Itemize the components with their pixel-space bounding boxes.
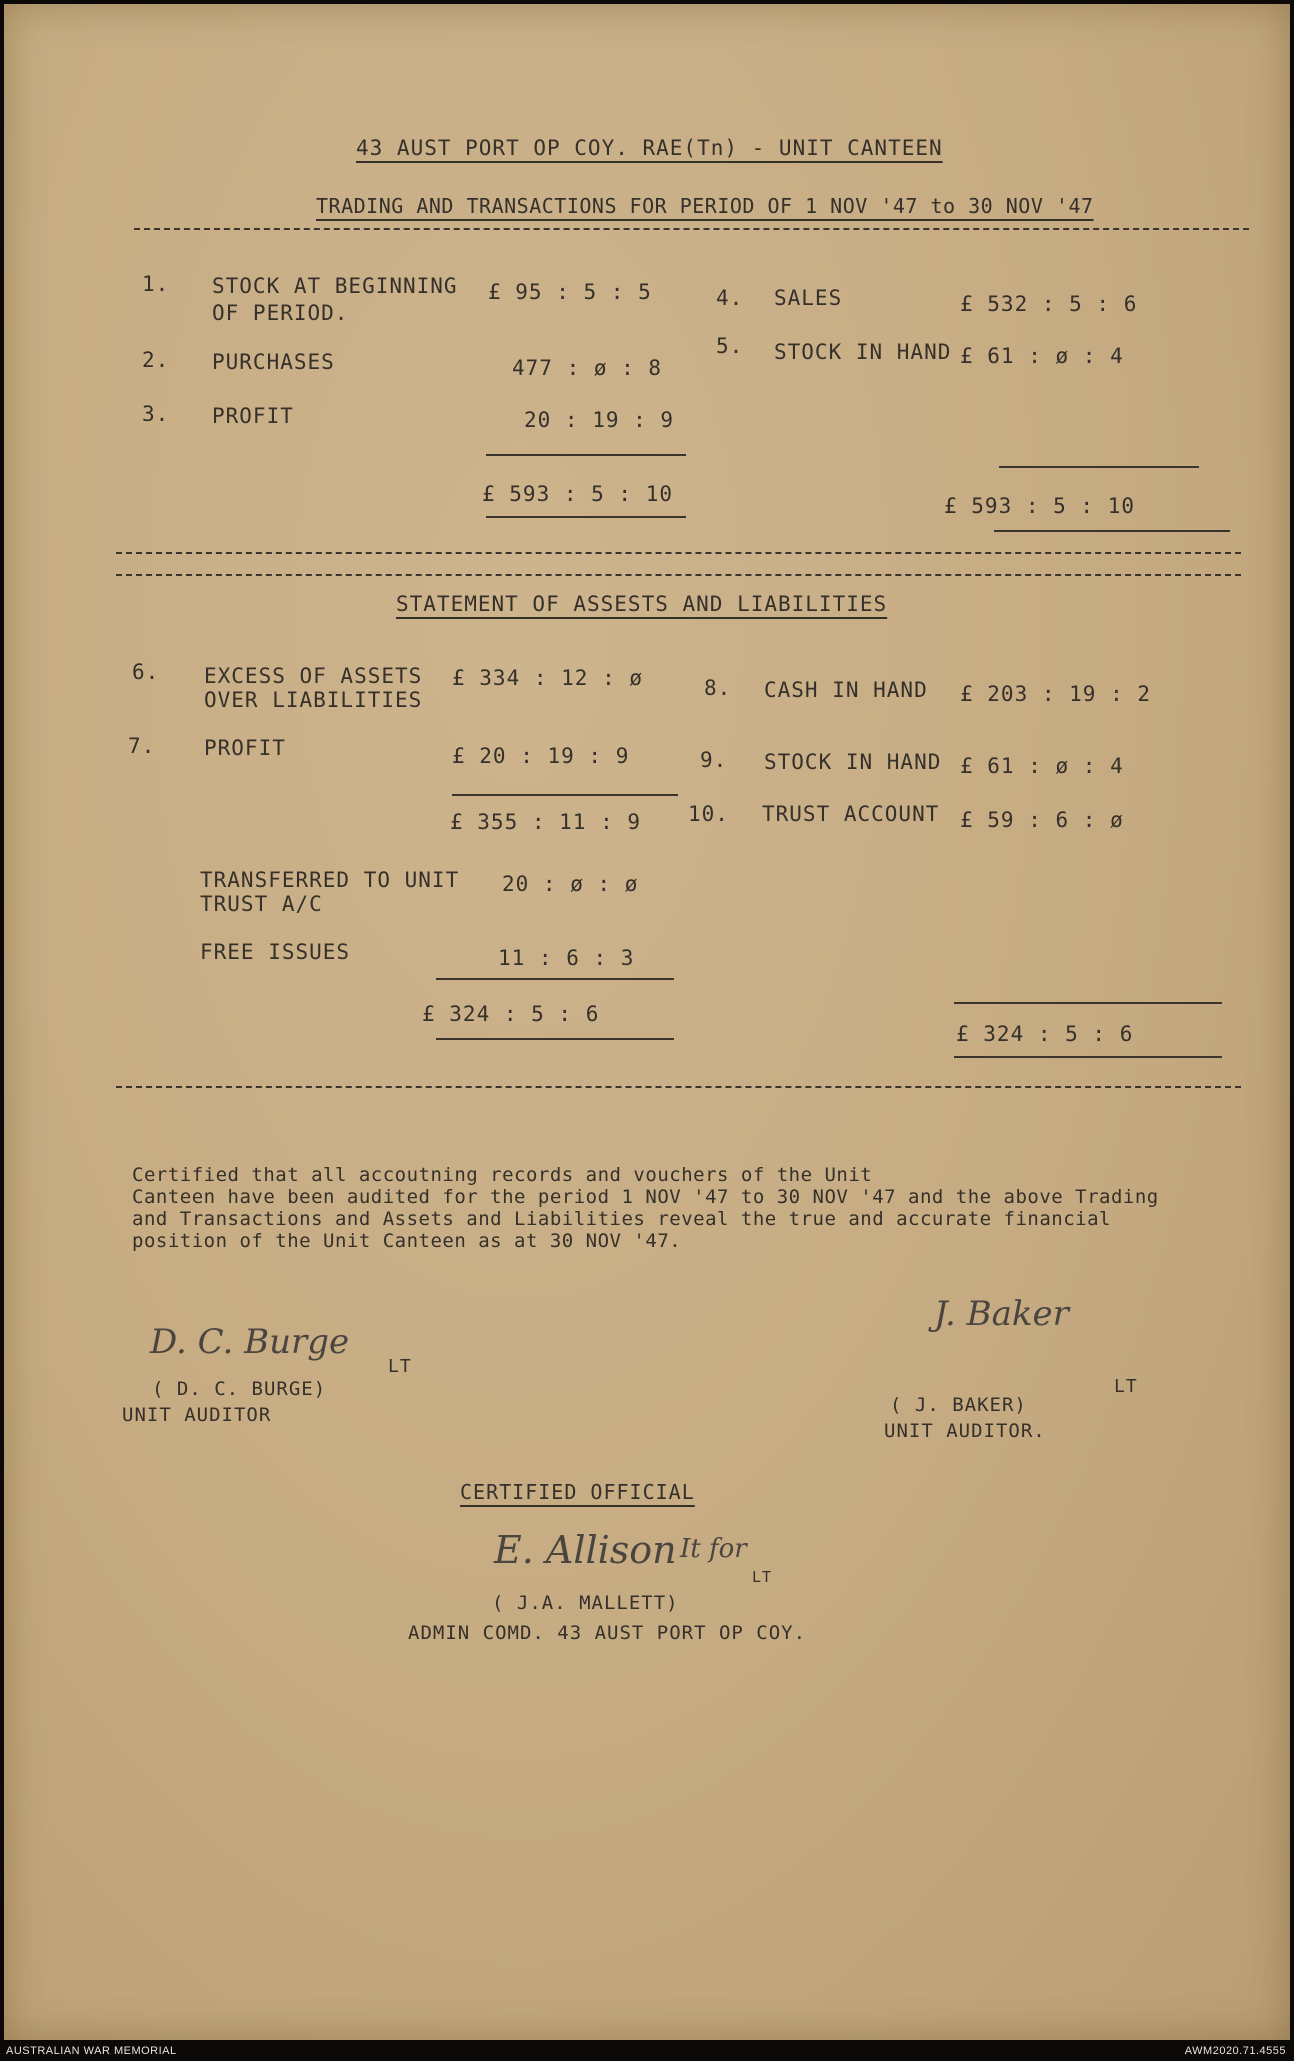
item-label: EXCESS OF ASSETS (204, 664, 423, 688)
item-label: TRUST ACCOUNT (762, 802, 940, 826)
item-label: OVER LIABILITIES (204, 688, 423, 712)
item-label: PURCHASES (212, 350, 335, 374)
signature: E. Allison (494, 1528, 677, 1572)
official-role: ADMIN COMD. 43 AUST PORT OP COY. (408, 1622, 807, 1644)
sum-line (954, 1056, 1222, 1058)
sum-line (436, 1038, 674, 1040)
sum-line (999, 466, 1199, 468)
document-title: 43 AUST PORT OP COY. RAE(Tn) - UNIT CANTEEN (356, 136, 943, 160)
document-page (4, 4, 1290, 2040)
sum-line (452, 794, 678, 796)
signature: D. C. Burge (150, 1322, 350, 1362)
total-amount: £ 324 : 5 : 6 (956, 1022, 1134, 1046)
rank: LT (388, 1356, 412, 1377)
item-amount: 11 : 6 : 3 (498, 946, 635, 970)
item-number: 2. (142, 348, 170, 372)
item-number: 4. (716, 286, 744, 310)
auditor-name: ( J. BAKER) (890, 1394, 1027, 1416)
divider (116, 574, 1241, 576)
item-amount: £ 203 : 19 : 2 (960, 682, 1152, 706)
item-number: 6. (132, 660, 160, 684)
auditor-role: UNIT AUDITOR. (884, 1420, 1046, 1442)
signature-note: It for (680, 1534, 747, 1564)
item-number: 1. (142, 272, 170, 296)
item-label: TRUST A/C (200, 892, 323, 916)
sum-line (994, 530, 1230, 532)
item-amount: £ 59 : 6 : ø (960, 808, 1124, 832)
item-label: FREE ISSUES (200, 940, 351, 964)
item-number: 7. (128, 734, 156, 758)
sum-line (486, 516, 686, 518)
official-heading: CERTIFIED OFFICIAL (460, 1480, 695, 1504)
archive-reference: AWM2020.71.4555 (1184, 2045, 1286, 2057)
sum-line (954, 1002, 1222, 1004)
item-label: STOCK IN HAND (774, 340, 952, 364)
certification-text: Certified that all accoutning records and vouchers of the Unit Canteen have been audited for the period 1 NOV '47 to 30 NOV '47 and the above Trading and Transactions and Assets and Liabilities reveal the true and accurate financial position of the Unit Canteen as at 30 NOV '47. (132, 1164, 1159, 1252)
item-amount: £ 95 : 5 : 5 (488, 280, 652, 304)
item-amount: 20 : ø : ø (502, 872, 639, 896)
item-amount: 477 : ø : 8 (512, 356, 663, 380)
document-subtitle: TRADING AND TRANSACTIONS FOR PERIOD OF 1 NOV '47 to 30 NOV '47 (316, 194, 1094, 218)
item-label: CASH IN HAND (764, 678, 928, 702)
official-name: ( J.A. MALLETT) (492, 1592, 679, 1614)
item-amount: £ 61 : ø : 4 (960, 754, 1124, 778)
item-amount: £ 20 : 19 : 9 (452, 744, 630, 768)
item-label: PROFIT (212, 404, 294, 428)
item-number: 5. (716, 334, 744, 358)
item-amount: 20 : 19 : 9 (524, 408, 675, 432)
item-number: 9. (700, 748, 728, 772)
subtotal-amount: £ 355 : 11 : 9 (450, 810, 642, 834)
item-label: STOCK AT BEGINNING (212, 274, 458, 298)
total-amount: £ 593 : 5 : 10 (482, 482, 674, 506)
rank: LT (752, 1568, 773, 1586)
sum-line (486, 454, 686, 456)
auditor-role: UNIT AUDITOR (122, 1404, 272, 1426)
rank: LT (1114, 1376, 1138, 1397)
item-label: TRANSFERRED TO UNIT (200, 868, 460, 892)
auditor-name: ( D. C. BURGE) (152, 1378, 327, 1400)
divider (116, 1086, 1241, 1088)
item-amount: £ 334 : 12 : ø (452, 666, 644, 690)
item-label: STOCK IN HAND (764, 750, 942, 774)
item-number: 10. (688, 802, 729, 826)
item-number: 8. (704, 676, 732, 700)
section-heading: STATEMENT OF ASSESTS AND LIABILITIES (396, 592, 888, 616)
item-amount: £ 532 : 5 : 6 (960, 292, 1138, 316)
signature: J. Baker (934, 1294, 1069, 1334)
item-label: PROFIT (204, 736, 286, 760)
sum-line (436, 978, 674, 980)
item-number: 3. (142, 402, 170, 426)
item-amount: £ 61 : ø : 4 (960, 344, 1124, 368)
archive-credit: AUSTRALIAN WAR MEMORIAL (6, 2045, 177, 2057)
divider (134, 228, 1249, 230)
total-amount: £ 324 : 5 : 6 (422, 1002, 600, 1026)
total-amount: £ 593 : 5 : 10 (944, 494, 1136, 518)
item-label: OF PERIOD. (212, 301, 349, 325)
item-label: SALES (774, 286, 843, 310)
divider (116, 552, 1241, 554)
